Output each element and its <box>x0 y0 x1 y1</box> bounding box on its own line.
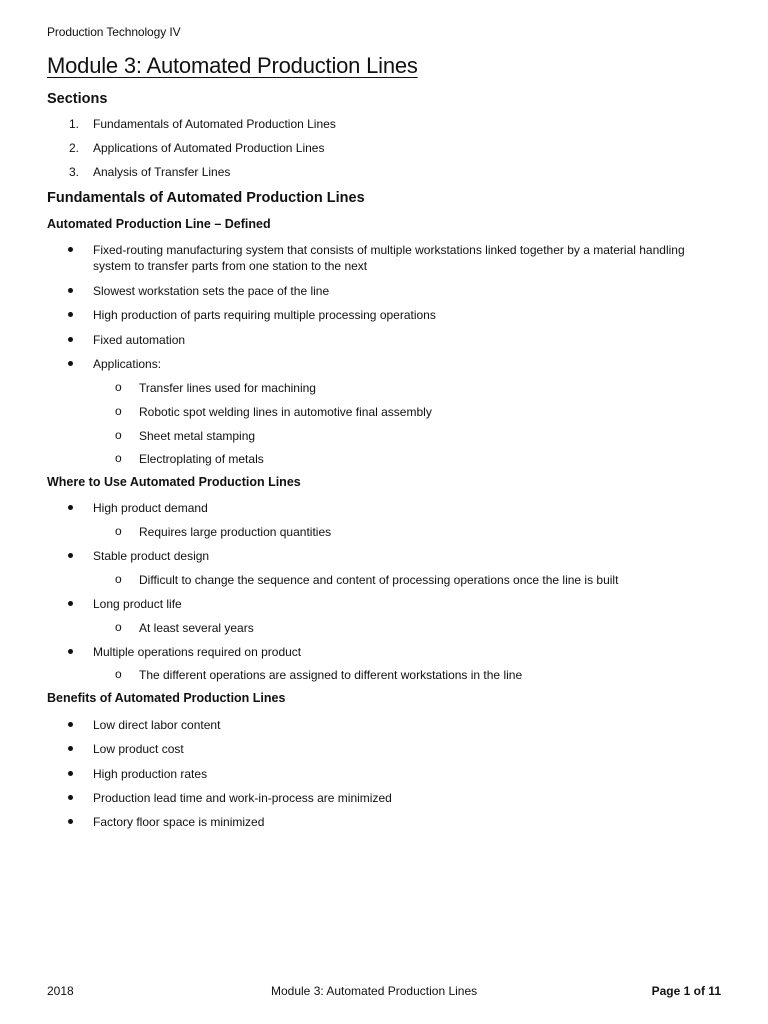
bullet-dot <box>68 505 73 510</box>
sub-list-item: The different operations are assigned to different workstations in the line <box>139 668 523 682</box>
sub-bullet: o <box>115 572 122 586</box>
list-item: Multiple operations required on product <box>93 645 302 659</box>
sub-list-item: Sheet metal stamping <box>139 429 256 443</box>
sub-bullet: o <box>115 620 122 634</box>
sub-bullet: o <box>115 380 122 394</box>
bullet-dot <box>68 722 73 727</box>
sub-list-item: Difficult to change the sequence and content of processing operations once the line is built <box>139 573 619 587</box>
list-item: Production lead time and work-in-process are minimized <box>93 791 392 805</box>
section-number: 2. <box>69 141 80 155</box>
fundamentals-heading: Fundamentals of Automated Production Lines <box>47 190 365 206</box>
list-item: High production rates <box>93 767 208 781</box>
bullet-dot <box>68 601 73 606</box>
sub-bullet: o <box>115 524 122 538</box>
sub-bullet: o <box>115 428 122 442</box>
section-number: 1. <box>69 117 80 131</box>
list-item: Low product cost <box>93 742 184 756</box>
list-item: Fixed automation <box>93 333 186 347</box>
sub-bullet: o <box>115 404 122 418</box>
sections-heading: Sections <box>47 91 108 107</box>
bullet-dot <box>68 795 73 800</box>
sub-list-item: Transfer lines used for machining <box>139 381 316 395</box>
sub-list-item: Electroplating of metals <box>139 452 264 466</box>
footer-title: Module 3: Automated Production Lines <box>271 984 478 998</box>
footer-page-number: Page 1 of 11 <box>651 984 721 998</box>
bullet-dot <box>68 361 73 366</box>
sub-list-item: At least several years <box>139 621 254 635</box>
list-item: High production of parts requiring multiple processing operations <box>93 308 436 322</box>
page-header: Production Technology IV <box>47 25 181 39</box>
list-item: Fixed-routing manufacturing system that consists of multiple workstations linked together by a material handling system to transfer parts from one station to the next <box>93 243 685 273</box>
list-item: Stable product design <box>93 549 210 563</box>
list-item: High product demand <box>93 501 208 515</box>
bullet-dot <box>68 553 73 558</box>
section-item: Analysis of Transfer Lines <box>93 165 231 179</box>
section-number: 3. <box>69 165 80 179</box>
page-title: Module 3: Automated Production Lines <box>47 53 418 78</box>
footer-year: 2018 <box>47 984 74 998</box>
section-item: Fundamentals of Automated Production Lines <box>93 117 336 131</box>
defined-heading: Automated Production Line – Defined <box>47 217 271 231</box>
sub-bullet: o <box>115 667 122 681</box>
list-item: Long product life <box>93 597 182 611</box>
sub-bullet: o <box>115 451 122 465</box>
list-item: Applications: <box>93 357 162 371</box>
bullet-dot <box>68 649 73 654</box>
sub-list-item: Requires large production quantities <box>139 525 332 539</box>
bullet-dot <box>68 337 73 342</box>
list-item: Factory floor space is minimized <box>93 815 265 829</box>
list-item: Slowest workstation sets the pace of the line <box>93 284 330 298</box>
bullet-dot <box>68 771 73 776</box>
bullet-dot <box>68 312 73 317</box>
benefits-heading: Benefits of Automated Production Lines <box>47 691 286 705</box>
section-item: Applications of Automated Production Lines <box>93 141 325 155</box>
bullet-dot <box>68 288 73 293</box>
list-item: Low direct labor content <box>93 718 221 732</box>
bullet-dot <box>68 746 73 751</box>
bullet-dot <box>68 819 73 824</box>
sub-list-item: Robotic spot welding lines in automotive final assembly <box>139 405 432 419</box>
where-heading: Where to Use Automated Production Lines <box>47 475 301 489</box>
bullet-dot <box>68 247 73 252</box>
